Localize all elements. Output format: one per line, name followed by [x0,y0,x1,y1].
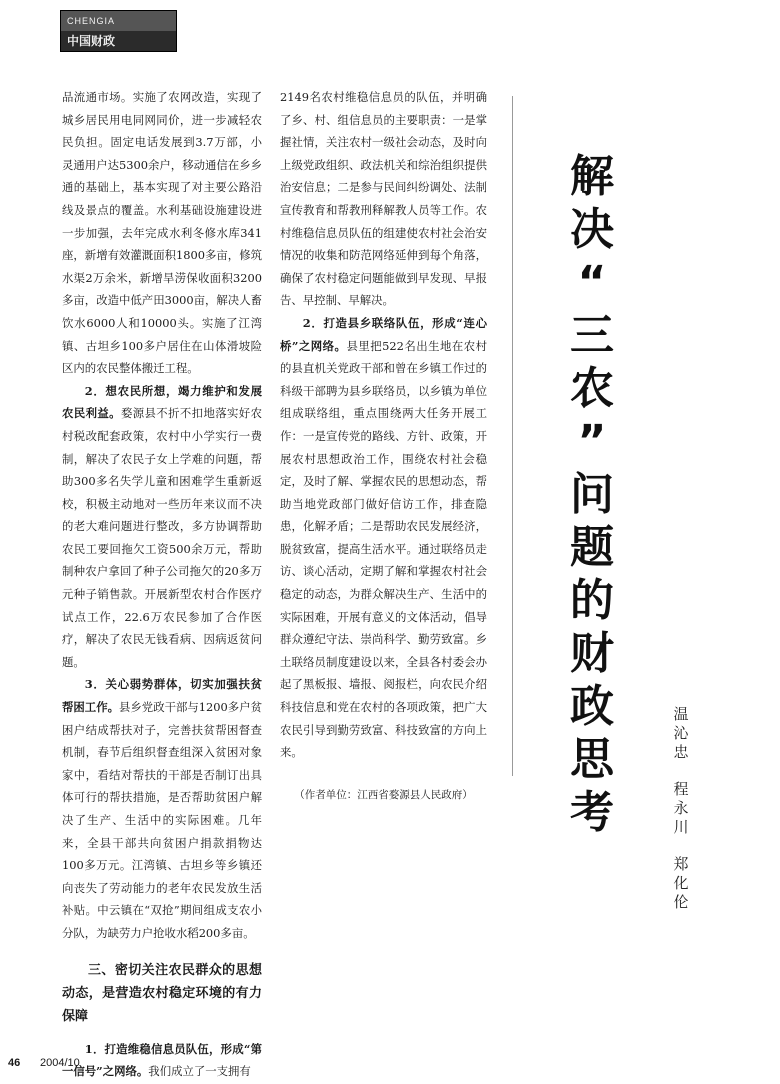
author-char: 程 [673,780,689,798]
middle-column [280,86,487,806]
title-char: 思 [570,734,614,785]
section-heading: 三、密切关注农民群众的思想动态，是营造农村稳定环境的有力保障 [62,962,262,1024]
author-unit: （作者单位：江西省婺源县人民政府） [294,788,473,801]
title-char: 题 [570,522,614,573]
author-char: 温 [673,705,689,723]
paragraph-heading: 2．打造县乡联络队伍，形成“连心桥”之网络。 [280,315,487,353]
author-char: 郑 [673,855,689,873]
paragraph-body: 县乡党政干部与1200多户贫困户结成帮扶对子，完善扶贫帮困督查机制，春节后组织督查组深入贫困对象家中，看结对帮扶的干部是否制订出具体可行的帮扶措施，是否帮助贫困户解决了生产、生活中的实际困难。几年来，全县干部共向贫困户捐款捐物达100多万元。江湾镇、古坦乡等乡镇还向丧失了劳动能力的老年农民发放生活补贴。中云镇在“双抢”期间组成支农小分队，为缺劳力户抢收水稻200多亩。 [62,700,262,940]
title-char: 问 [570,469,614,520]
author-char: 忠 [673,743,689,761]
title-char: 三 [570,310,614,361]
title-char: 财 [570,628,614,679]
paragraph-heading: 3．关心弱势群体，切实加强扶贫帮困工作。 [62,677,262,715]
author-name [666,780,696,837]
page-number: 46 [8,1057,21,1069]
column-divider [512,96,513,776]
paragraph [62,673,262,944]
paragraph-body: 县里把522名出生地在农村的县直机关党政干部和曾在乡镇工作过的科级干部聘为县乡联络员，以乡镇为单位组成联络组，重点围绕两大任务开展工作：一是宣传党的路线、方针、政策，开展农村思想政治工作，围绕农村社会稳定，及时了解、掌握农民的思想动态，帮助当地党政部门做好信访工作，排查隐患，化解矛盾；二是帮助农民发展经济，脱贫致富，提高生活水平。通过联络员走访、谈心活动，定期了解和掌握农村社会稳定的动态，为群众解决生产、生活中的实际困难，开展有意义的文体活动，倡导群众遵纪守法、崇尚科学、勤劳致富。乡土联络员制度建设以来，全县各村委会办起了黑板报、墙报、阅报栏，向农民介绍科技信息和党在农村的各项政策，把广大农民引导到勤劳致富、科技致富的方向上来。 [280,338,487,760]
author-char: 沁 [673,724,689,742]
author-char: 化 [673,874,689,892]
author-name [666,705,696,762]
paragraph: 品流通市场。实施了农网改造，实现了城乡居民用电同网同价，进一步减轻农民负担。固定电话发展到3.7万部，小灵通用户达5300余户，移动通信在乡乡通的基础上，基本实现了对主要公路沿线及景点的覆盖。水利基础设施建设进一步加强，去年完成水利冬修水库341座，新增有效灌溉面积1800多亩，修筑水渠2万余米，新增旱涝保收面积3200多亩，改造中低产田3000亩，解决人畜饮水6000人和10000头。实施了江湾镇、古坦乡100多户居住在山体滑坡险区内的农民整体搬迁工程。 [62,90,262,376]
paragraph: 2149名农村维稳信息员的队伍，并明确了乡、村、组信息员的主要职责：一是掌握社情，关注农村一级社会动态，及时向上级党政组织、政法机关和综治组织提供治安信息；二是参与民间纠纷调处、法制宣传教育和帮教刑释解教人员等工作。农村维稳信息员队伍的组建使农村社会治安情况的收集和防范网络延伸到每个角落，确保了农村稳定问题能做到早发现、早报告、早控制、早解决。 [280,90,487,308]
left-column [62,86,262,1083]
title-char: ” [577,416,607,467]
author-name [666,855,696,912]
title-char: 的 [570,575,614,626]
article-title [560,151,624,844]
logo-bottom-text: 中国财政 [67,34,116,48]
author-list [666,705,696,930]
logo-top-text: CHENGIA [61,11,176,31]
paragraph [62,380,262,674]
author-char: 伦 [673,893,689,911]
title-char: 农 [570,363,614,414]
paragraph [280,312,487,764]
title-char: 决 [570,204,614,255]
title-char: 解 [570,151,614,202]
paragraph-body: 婺源县不折不扣地落实好农村税改配套政策，农村中小学实行一费制，解决了农民子女上学难的问题，帮助300多名失学儿童和困难学生重新返校，积极主动地对一些历年来议而不决的老大难问题进行整改，多方协调帮助农民工要回拖欠工资500余万元，帮助制种农户拿回了种子公司拖欠的20多万元种子销售款。开展新型农村合作医疗试点工作，22.6万农民参加了合作医疗，解决了农民无钱看病、因病返贫问题。 [62,406,262,669]
author-char: 永 [673,799,689,817]
paragraph-body: 我们成立了一支拥有 [148,1064,251,1079]
author-char: 川 [673,818,689,836]
title-char: 考 [570,787,614,838]
issue-date: 2004/10 [40,1057,80,1069]
title-char: 政 [570,681,614,732]
paragraph-heading: 2．想农民所想，竭力维护和发展农民利益。 [62,383,262,421]
title-char: “ [577,257,607,308]
magazine-logo [60,10,177,52]
page-footer [0,1054,780,1084]
paragraph-heading: 1．打造维稳信息员队伍，形成“第一信号”之网络。 [62,1041,262,1079]
